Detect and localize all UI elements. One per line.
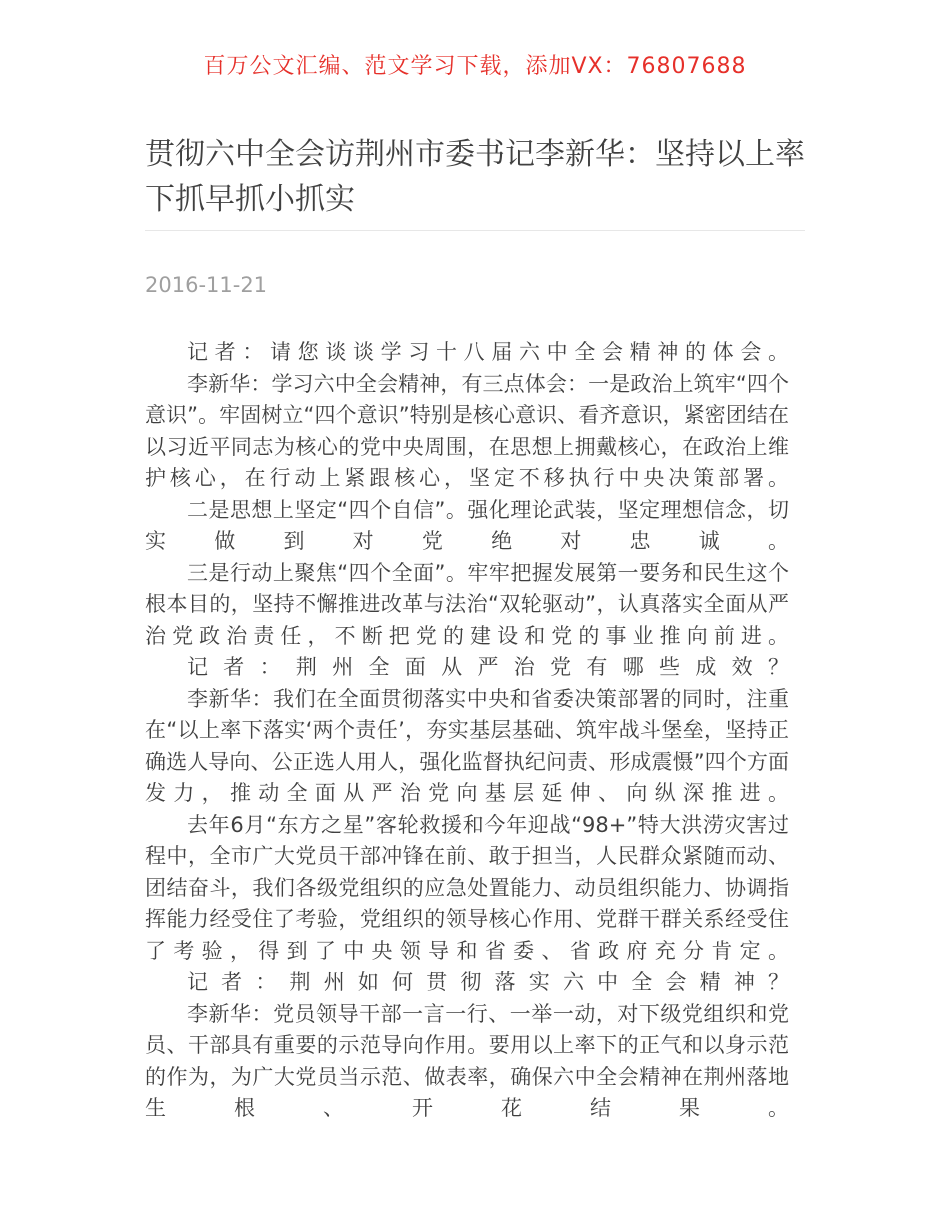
paragraph: 记者：请您谈谈学习十八届六中全会精神的体会。 [187,340,789,364]
paragraph: 二是思想上坚定“四个自信”。强化理论武装，坚定理想信念，切实做到对党绝对忠诚。 [145,497,789,553]
promo-banner: 百万公文汇编、范文学习下载，添加VX：76807688 [203,54,747,79]
paragraph: 李新华：党员领导干部一言一行、一举一动，对下级党组织和党员、干部具有重要的示范导向作用。要用以上率下的正气和以身示范的作为，为广大党员当示范、做表率，确保六中全会精神在荆州落地生根、开花结果。 [145,1001,789,1120]
paragraph: 记者：荆州如何贯彻落实六中全会精神？ [187,970,789,994]
paragraph: 三是行动上聚焦“四个全面”。牢牢把握发展第一要务和民生这个根本目的，坚持不懈推进改革与法治“双轮驱动”，认真落实全面从严治党政治责任，不断把党的建设和党的事业推向前进。 [145,560,789,648]
article-date: 2016-11-21 [145,273,268,297]
paragraph: 李新华：我们在全面贯彻落实中央和省委决策部署的同时，注重在“以上率下落实‘两个责任’，夯实基层基础、筑牢战斗堡垒，坚持正确选人导向、公正选人用人，强化监督执纪问责、形成震慑”四个方面发力，推动全面从严治党向基层延伸、向纵深推进。 [145,686,789,805]
article-title: 贯彻六中全会访荆州市委书记李新华：坚持以上率下抓早抓小抓实 [145,132,805,231]
paragraph: 记者：荆州全面从严治党有哪些成效？ [187,655,789,679]
article-body [145,337,805,1125]
paragraph: 去年6月“东方之星”客轮救援和今年迎战“98+”特大洪涝灾害过程中，全市广大党员干部冲锋在前、敢于担当，人民群众紧随而动、团结奋斗，我们各级党组织的应急处置能力、动员组织能力、协调指挥能力经受住了考验，党组织的领导核心作用、党群干群关系经受住了考验，得到了中央领导和省委、省政府充分肯定。 [145,812,789,963]
paragraph: 李新华：学习六中全会精神，有三点体会：一是政治上筑牢“四个意识”。牢固树立“四个意识”特别是核心意识、看齐意识，紧密团结在以习近平同志为核心的党中央周围，在思想上拥戴核心，在政治上维护核心，在行动上紧跟核心，坚定不移执行中央决策部署。 [145,371,789,490]
article-container [145,132,805,1125]
